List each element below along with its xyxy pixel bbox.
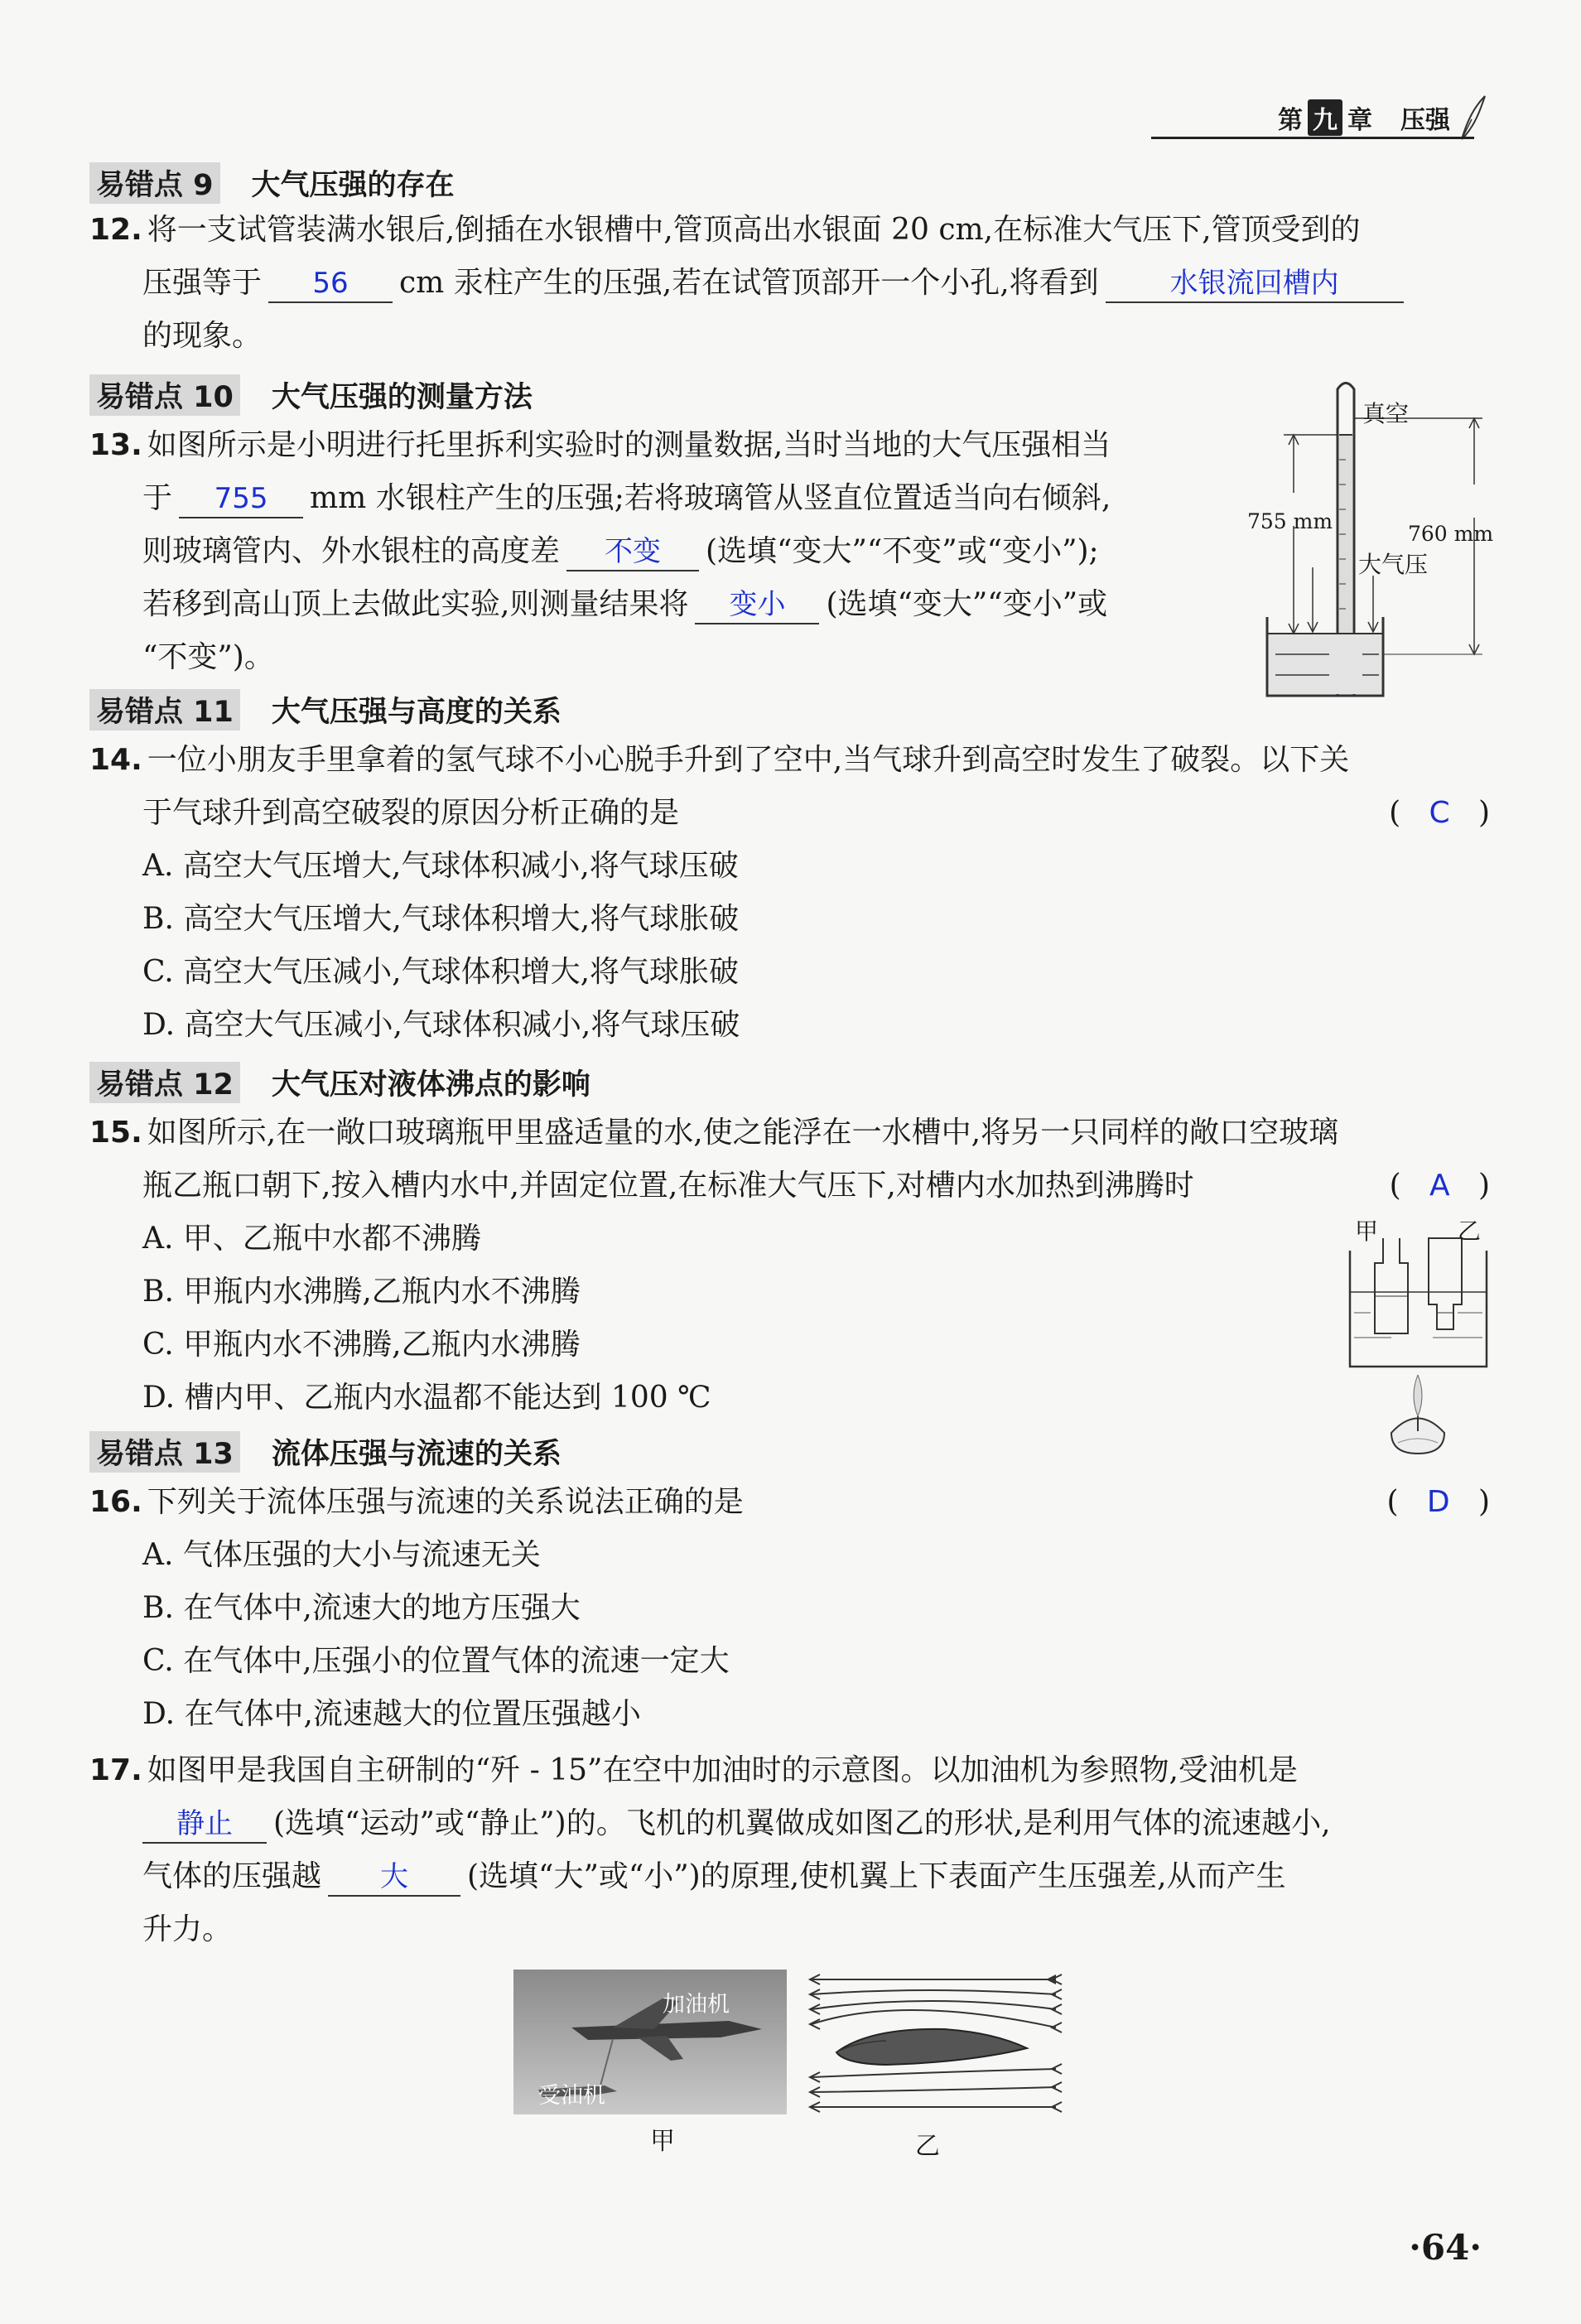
height-755-label: 755 mm [1247, 509, 1333, 533]
q12-line-1 [89, 209, 1361, 252]
height-760-label: 760 mm [1408, 522, 1494, 546]
q17-line-4 [142, 1908, 232, 1951]
section-11-heading [89, 689, 562, 730]
section-title: 大气压强与高度的关系 [271, 696, 562, 729]
section-title: 流体压强与流速的关系 [271, 1438, 562, 1471]
q14-option-c[interactable]: C. 高空大气压减小,气球体积增大,将气球胀破 [142, 955, 740, 989]
q14-text: 于气球升到高空破裂的原因分析正确的是 [142, 796, 680, 830]
q15-option-c[interactable]: C. 甲瓶内水不沸腾,乙瓶内水沸腾 [142, 1328, 581, 1362]
q16-answer-bracket[interactable]: ( D ) [1386, 1485, 1490, 1519]
quill-icon [1455, 93, 1488, 142]
q15-option-a[interactable]: A. 甲、乙瓶中水都不沸腾 [142, 1222, 481, 1256]
q14-text: 一位小朋友手里拿着的氢气球不小心脱手升到了空中,当气球升到高空时发生了破裂。以下关 [147, 743, 1350, 777]
q16-answer: D [1426, 1485, 1450, 1519]
q14-option-b[interactable]: B. 高空大气压增大,气球体积增大,将气球胀破 [142, 902, 740, 936]
figure-caption-jia: 甲 [650, 2127, 675, 2156]
q12-text: 压强等于 [142, 266, 263, 300]
figure-caption-yi: 乙 [915, 2132, 940, 2161]
question-number: 14. [89, 743, 142, 777]
q16-option-b[interactable]: B. 在气体中,流速大的地方压强大 [142, 1591, 581, 1625]
question-number: 17. [89, 1753, 142, 1787]
section-tag: 易错点 13 [89, 1431, 240, 1473]
bottle-jia-label: 甲 [1355, 1217, 1379, 1245]
chapter-number: 九 [1308, 99, 1342, 136]
q12-answer-blank-2[interactable]: 水银流回槽内 [1106, 265, 1404, 303]
section-10-heading [89, 374, 533, 416]
atmospheric-pressure-label: 大气压 [1358, 551, 1429, 578]
q15-option-d[interactable]: D. 槽内甲、乙瓶内水温都不能达到 100 ℃ [142, 1381, 711, 1415]
chapter-suffix: 章 [1347, 106, 1372, 135]
q15-line-1 [89, 1111, 1338, 1155]
q15-text: 瓶乙瓶口朝下,按入槽内水中,并固定位置,在标准大气压下,对槽内水加热到沸腾时 [142, 1169, 1194, 1203]
receiver-label: 受油机 [538, 2083, 605, 2109]
q16-option-d[interactable]: D. 在气体中,流速越大的位置压强越小 [142, 1697, 641, 1731]
q13-answer-blank-2[interactable]: 不变 [566, 533, 699, 571]
q17-text: 如图甲是我国自主研制的“歼 - 15”在空中加油时的示意图。以加油机为参照物,受油机是 [147, 1753, 1298, 1787]
q16-option-a[interactable]: A. 气体压强的大小与流速无关 [142, 1538, 541, 1572]
q13-text: 若移到高山顶上去做此实验,则测量结果将 [142, 587, 689, 621]
q17-line-3 [142, 1855, 1286, 1898]
q17-text: (选填“运动”或“静止”)的。飞机的机翼做成如图乙的形状,是利用气体的流速越小, [273, 1806, 1331, 1840]
q12-answer-blank-1[interactable]: 56 [268, 265, 393, 303]
q13-line-3 [142, 530, 1099, 573]
chapter-topic: 压强 [1400, 106, 1450, 135]
q12-line-2 [142, 262, 1404, 305]
section-tag: 易错点 10 [89, 374, 240, 416]
q12-text: cm 汞柱产生的压强,若在试管顶部开一个小孔,将看到 [399, 266, 1099, 300]
airfoil-figure [803, 1970, 1068, 2114]
q12-line-3 [142, 315, 262, 358]
q14-answer-bracket[interactable]: ( C ) [1389, 796, 1490, 830]
q15-answer: A [1429, 1169, 1450, 1203]
section-12-heading [89, 1062, 590, 1103]
section-title: 大气压对液体沸点的影响 [271, 1068, 590, 1102]
q17-line-1 [89, 1749, 1298, 1792]
chapter-prefix: 第 [1278, 106, 1303, 135]
q15-answer-bracket[interactable]: ( A ) [1389, 1169, 1490, 1203]
q14-option-a[interactable]: A. 高空大气压增大,气球体积减小,将气球压破 [142, 849, 739, 883]
question-number: 12. [89, 213, 142, 247]
q13-text: (选填“变大”“不变”或“变小”); [706, 534, 1099, 568]
question-number: 16. [89, 1485, 142, 1519]
q12-text: 将一支试管装满水银后,倒插在水银槽中,管顶高出水银面 20 cm,在标准大气压下,管顶受到的 [147, 213, 1361, 247]
tanker-label: 加油机 [663, 1992, 730, 2018]
q13-line-4 [142, 583, 1107, 626]
section-title: 大气压强的测量方法 [271, 381, 533, 414]
q13-line-2 [142, 477, 1111, 520]
chapter-header [1278, 93, 1488, 142]
q17-text: 升力。 [142, 1912, 233, 1946]
q16-option-c[interactable]: C. 在气体中,压强小的位置气体的流速一定大 [142, 1644, 730, 1678]
q14-option-d[interactable]: D. 高空大气压减小,气球体积减小,将气球压破 [142, 1008, 740, 1042]
q13-answer-blank-1[interactable]: 755 [179, 480, 303, 518]
q14-line-2 [142, 792, 679, 835]
question-number: 13. [89, 428, 142, 462]
q13-line-5 [142, 636, 274, 679]
section-tag: 易错点 9 [89, 162, 220, 204]
q17-text: (选填“大”或“小”)的原理,使机翼上下表面产生压强差,从而产生 [467, 1859, 1286, 1893]
bottle-yi-label: 乙 [1458, 1217, 1482, 1245]
q14-line-1 [89, 739, 1349, 782]
q13-answer-blank-3[interactable]: 变小 [695, 586, 819, 624]
section-tag: 易错点 12 [89, 1062, 240, 1103]
q12-text: 的现象。 [142, 319, 263, 353]
q13-text: 则玻璃管内、外水银柱的高度差 [142, 534, 561, 568]
vacuum-label: 真空 [1362, 400, 1410, 427]
q13-text: mm 水银柱产生的压强;若将玻璃管从竖直位置适当向右倾斜, [310, 481, 1111, 515]
q16-line-1 [89, 1481, 744, 1524]
q15-text: 如图所示,在一敞口玻璃瓶甲里盛适量的水,使之能浮在一水槽中,将另一只同样的敞口空玻璃 [147, 1116, 1339, 1150]
q16-text: 下列关于流体压强与流速的关系说法正确的是 [147, 1485, 744, 1519]
q17-answer-blank-1[interactable]: 静止 [142, 1806, 267, 1844]
section-title: 大气压强的存在 [251, 169, 455, 202]
header-rule [1151, 137, 1474, 139]
q13-text: 于 [142, 481, 173, 515]
section-tag: 易错点 11 [89, 689, 240, 730]
q13-line-1 [89, 424, 1111, 467]
boiling-bottles-figure [1342, 1217, 1495, 1458]
q13-text: “不变”)。 [142, 640, 274, 674]
q17-text: 气体的压强越 [142, 1859, 322, 1893]
q13-text: 如图所示是小明进行托里拆利实验时的测量数据,当时当地的大气压强相当 [147, 428, 1111, 462]
q13-text: (选填“变大”“变小”或 [826, 587, 1108, 621]
page-number: ·64· [1409, 2227, 1482, 2268]
question-number: 15. [89, 1116, 142, 1150]
q17-line-2 [142, 1802, 1331, 1845]
q15-line-2 [142, 1164, 1194, 1208]
q17-answer-blank-2[interactable]: 大 [328, 1859, 460, 1897]
q15-option-b[interactable]: B. 甲瓶内水沸腾,乙瓶内水不沸腾 [142, 1275, 581, 1309]
q14-answer: C [1429, 796, 1450, 830]
section-9-heading [89, 162, 455, 204]
section-13-heading [89, 1431, 562, 1473]
